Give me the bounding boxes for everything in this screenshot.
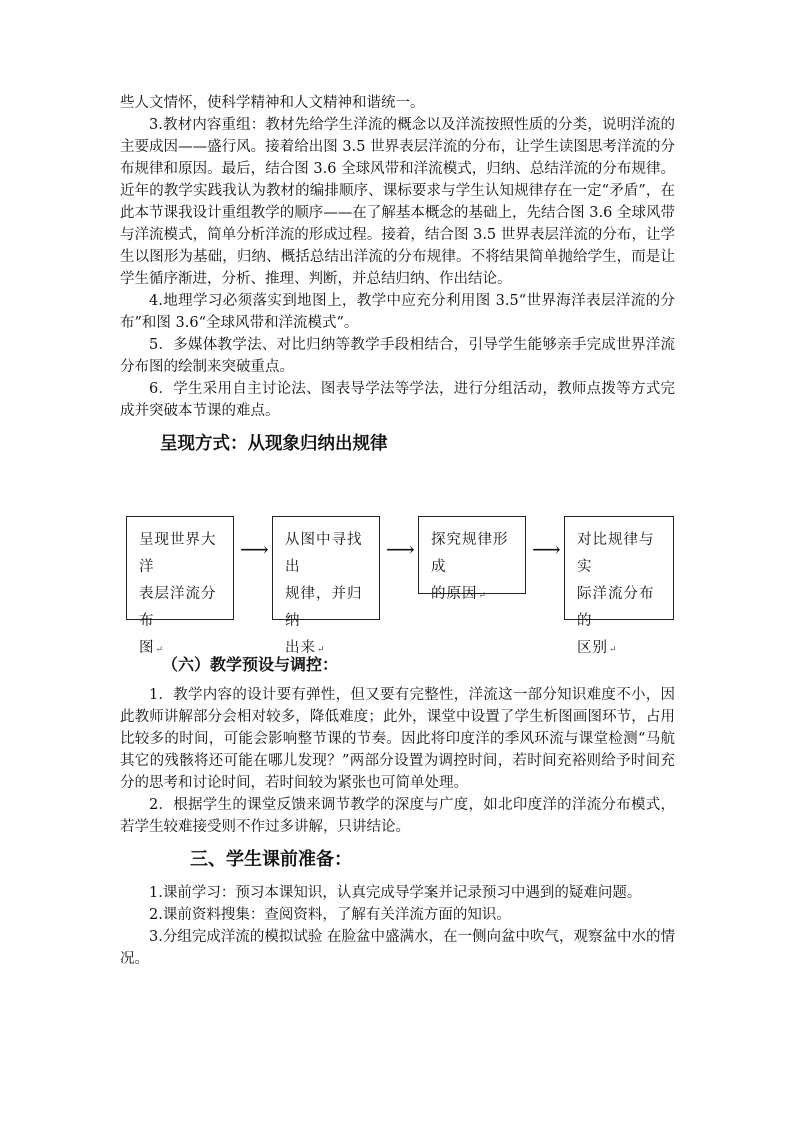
section-six-heading: （六）教学预设与调控：: [162, 655, 339, 674]
arrow-right-icon: ⟶: [240, 537, 269, 561]
paragraph: 5．多媒体教学法、对比归纳等教学手段相结合，引导学生能够亲手完成世界洋流分布图的绘制来突破重点。: [120, 337, 675, 375]
flow-box-line: 规律，并归纳: [285, 586, 363, 629]
paragraph: 1.课前学习：预习本课知识，认真完成导学案并记录预习中遇到的疑难问题。: [149, 885, 642, 901]
paragraph: 4.地理学习必须落实到地图上，教学中应充分利用图 3.5“世界海洋表层洋流的分布”和图 3.6“全球风带和洋流模式”。: [120, 293, 675, 331]
flow-box-line: 对比规律与实: [577, 532, 655, 575]
paragraph-mark-icon: ↵: [478, 591, 488, 601]
paragraph: 3.分组完成洋流的模拟试验 在脸盆中盛满水，在一侧向盆中吹气，观察盆中水的情况。: [120, 929, 675, 967]
paragraph: 2．根据学生的课堂反馈来调节教学的深度与广度，如北印度洋的洋流分布模式，若学生较难接受则不作过多讲解，只讲结论。: [120, 797, 675, 835]
flowchart: [120, 516, 675, 656]
flow-box-line: 呈现世界大洋: [139, 532, 217, 575]
document-page: [120, 92, 675, 970]
paragraph: 3.教材内容重组：教材先给学生洋流的概念以及洋流按照性质的分类，说明洋流的主要成因——盛行风。接着给出图 3.5 世界表层洋流的分布，让学生读图思考洋流的分布规律和原因。最后，结合图 3.6 全球风带和洋流模式，归纳、总结洋流的分布规律。近年的教学实践我认为教材的编排顺序、课标要求与学生认知规律存在一定“矛盾”，在此本节课我设计重组教学的顺序——在了解基本概念的基础上，先结合图 3.6 全球风带与洋流模式，简单分析洋流的形成过程。接着，结合图 3.5 世界表层洋流的分布，让学生以图形为基础，归纳、概括总结出洋流的分布规律。不将结果简单抛给学生，而是让学生循序渐进，分析、推理、判断，并总结归纳、作出结论。: [120, 117, 675, 287]
paragraph: 些人文情怀，使科学精神和人文精神和谐统一。: [120, 95, 425, 111]
arrow-right-icon: ⟶: [386, 537, 415, 561]
flow-box-line: 探究规律形成: [431, 532, 509, 575]
flow-box-2: [272, 516, 380, 656]
flow-box-4: [564, 516, 674, 656]
paragraph: 6．学生采用自主讨论法、图表导学法等学法，进行分组活动，教师点拨等方式完成并突破本节课的难点。: [120, 381, 675, 419]
paragraph: 1．教学内容的设计要有弹性，但又要有完整性，洋流这一部分知识难度不小，因此教师讲解部分会相对较多，降低难度；此外，课堂中设置了学生析图画图环节，占用比较多的时间，可能会影响整节课的节奏。因此将印度洋的季风环流与课堂检测“马航其它的残骸将还可能在哪儿发现？”两部分设置为调控时间，若时间充裕则给予时间充分的思考和讨论时间，若时间较为紧张也可简单处理。: [120, 687, 675, 791]
flow-box-line: 出来↵: [285, 640, 326, 656]
flow-box-line: 际洋流分布的: [577, 586, 655, 629]
flow-box-line: 图↵: [139, 640, 165, 656]
arrow-right-icon: ⟶: [532, 537, 561, 561]
flow-box-1: [126, 516, 234, 656]
flow-box-line: 从图中寻找出: [285, 532, 363, 575]
flow-box-line: 的原因↵: [431, 586, 488, 602]
paragraph: 2.课前资料搜集：查阅资料，了解有关洋流方面的知识。: [149, 907, 511, 923]
presentation-heading: 呈现方式：从现象归纳出规律: [160, 434, 388, 454]
paragraph-mark-icon: ↵: [317, 645, 326, 655]
section-three-heading: 三、学生课前准备：: [190, 849, 352, 870]
flow-box-line: 表层洋流分布: [139, 586, 217, 629]
paragraph-mark-icon: ↵: [155, 645, 165, 655]
flow-box-3: [418, 516, 526, 602]
flow-box-line: 区别↵: [577, 640, 618, 656]
paragraph-mark-icon: ↵: [609, 645, 618, 655]
